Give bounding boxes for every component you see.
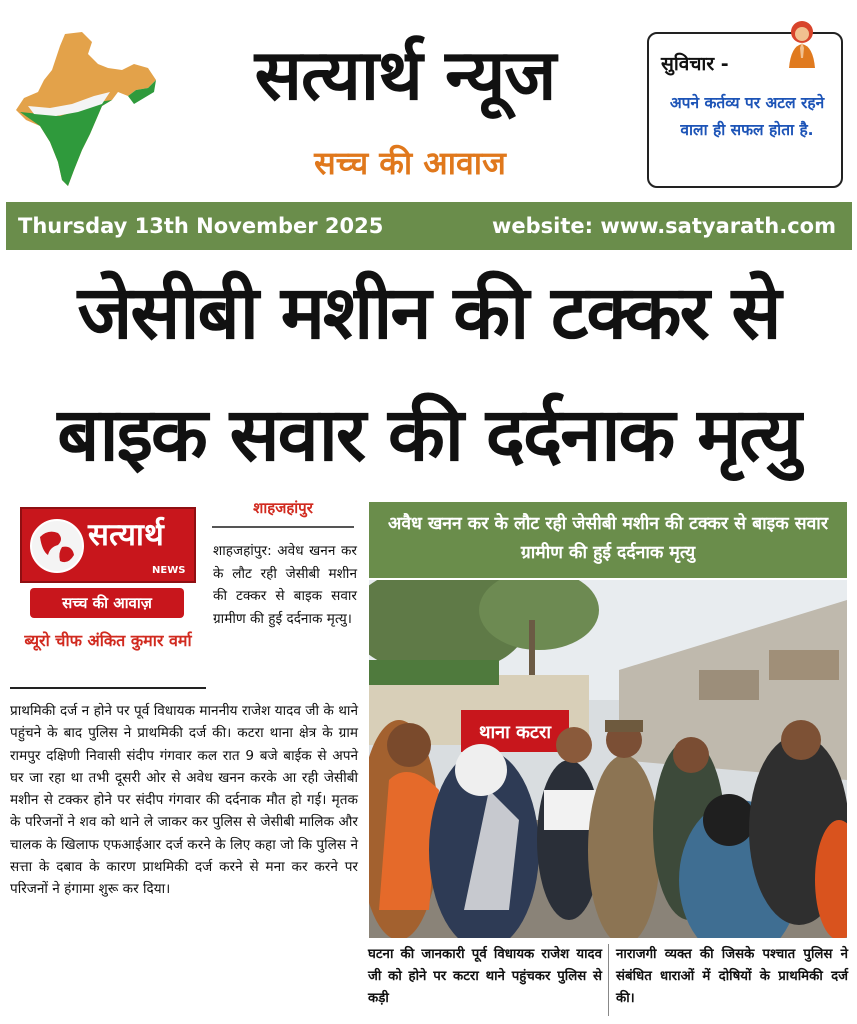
quote-text: अपने कर्तव्य पर अटल रहने वाला ही सफल होता है.: [669, 94, 825, 139]
station-sign-text: थाना कटरा: [478, 722, 552, 743]
masthead-tagline: सच्च की आवाज: [314, 144, 506, 182]
divider: [212, 526, 354, 528]
issue-date: Thursday 13th November 2025: [18, 214, 384, 238]
photo-caption-left: घटना की जानकारी पूर्व विधायक राजेश यादव जी को होने पर कटरा थाने पहुंचकर पुलिस से कड़ी: [368, 947, 602, 1006]
dateline-label: शाहजहांपुर: [253, 499, 313, 517]
headline-line-2: बाइक सवार की दर्दनाक मृत्यु: [57, 392, 800, 478]
news-photo-police-station-crowd: [369, 580, 847, 938]
article-lead: शाहजहांपुर: अवेध खनन कर के लौट रही जेसीबी मशीन की टक्कर से बाइक सवार ग्रामीण की हुई दर्दनाक मृत्यु।: [213, 543, 357, 627]
logo-news-label: NEWS: [152, 565, 186, 576]
masthead-title: सत्यार्थ न्यूज: [254, 34, 556, 116]
headline-line-1: जेसीबी मशीन की टक्कर से: [77, 270, 780, 356]
divider: [10, 687, 206, 689]
globe-icon: [28, 517, 86, 575]
india-map-image: [10, 30, 160, 190]
namaste-figure-icon: [783, 18, 821, 70]
article-body: प्राथमिकी दर्ज न होने पर पूर्व विधायक माननीय राजेश यादव जी के थाने पहुंचने के बाद पुलिस ने प्राथमिकी दर्ज की। कटरा थाना क्षेत्र के ग्राम रामपुर दक्षिणी निवासी संदीप गंगवार कल रात 9 बजे बाईक से अपने घर जा रहा था तभी दूसरी ओर से अवेध खनन करके आ रही जेसीबी मशीन से टक्कर होने पर संदीप गंगवार की दर्दनाक मौत हो गई। मृतक के परिजनों ने शव को थाने ले जाकर कर पुलिस से जेसीबी मालिक और चालक के खिलाफ एफआईआर दर्ज करने के लिए कहा जो कि पुलिस ने सत्ता के दबाव के कारण प्राथमिकी दर्ज करने से मना कर करने पर परिजनों ने हंगामा शुरू कर दिया।: [10, 703, 358, 898]
logo-name: सत्यार्थ: [88, 517, 164, 553]
photo-caption-banner: [369, 502, 847, 578]
quote-title: सुविचार -: [661, 53, 729, 75]
photo-caption: अवैध खनन कर के लौट रही जेसीबी मशीन की टक्कर से बाइक सवार ग्रामीण की हुई दर्दनाक मृत्यु: [388, 514, 828, 563]
date-bar: [6, 202, 852, 250]
logo-tagline: सच्च की आवाज़: [30, 588, 184, 618]
divider: [608, 944, 609, 1016]
website-url: website: www.satyarath.com: [491, 214, 836, 238]
satyarth-news-logo: [20, 507, 196, 583]
reporter-byline: ब्यूरो चीफ अंकित कुमार वर्मा: [24, 631, 192, 650]
photo-caption-right: नाराजगी व्यक्त की जिसके पश्चात पुलिस ने संबंधित धाराओं में दोषियों के प्राथमिकी दर्ज की।: [616, 947, 848, 1006]
quote-box: [647, 32, 843, 188]
